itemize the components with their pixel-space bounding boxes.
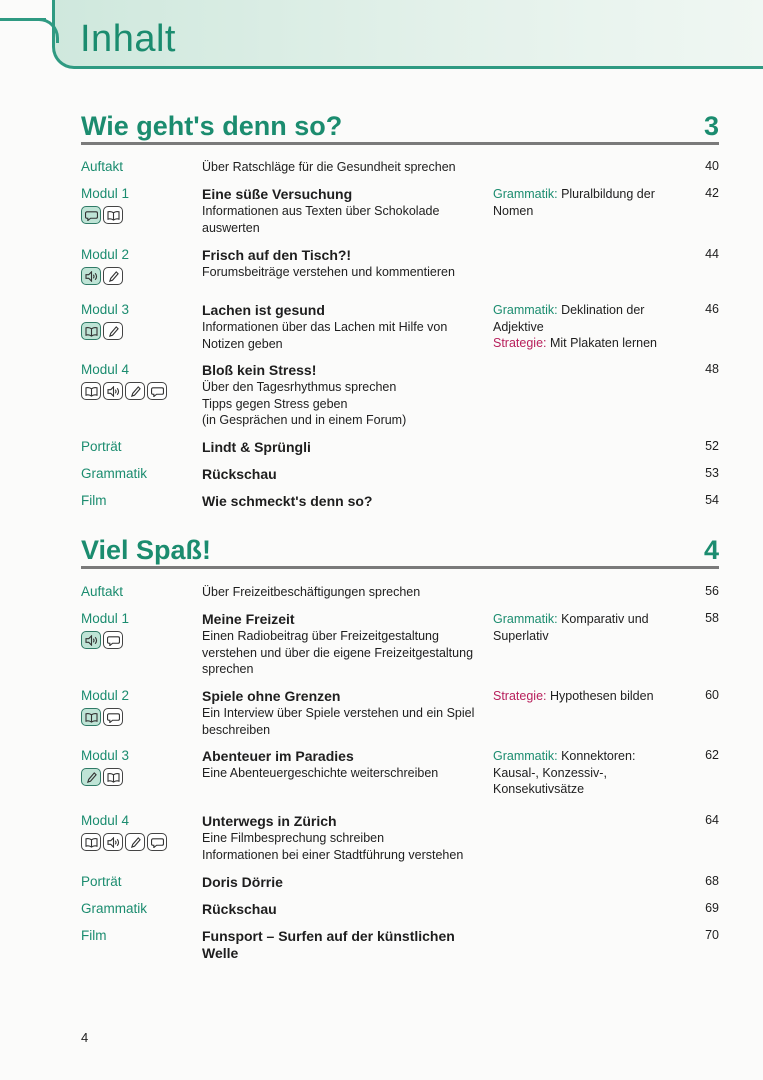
chapter-header	[81, 104, 719, 145]
grammar-label: Grammatik:	[493, 303, 558, 317]
toc-category: Porträt	[81, 439, 122, 454]
toc-page-number[interactable]: 64	[705, 813, 719, 827]
toc-page-number[interactable]: 70	[705, 928, 719, 942]
toc-page-number[interactable]: 62	[705, 748, 719, 762]
toc-description: Über Freizeitbeschäftigungen sprechen	[202, 585, 421, 599]
toc-content	[202, 874, 492, 891]
toc-page-number[interactable]: 44	[705, 247, 719, 261]
toc-title: Bloß kein Stress!	[202, 362, 317, 378]
strategy-note: Strategie: Mit Plakaten lernen	[493, 336, 657, 350]
toc-description: Tipps gegen Stress geben	[202, 396, 348, 411]
grammar-note: Grammatik: Deklination der Adjektive	[493, 303, 645, 334]
toc-description: Eine Filmbesprechung schreiben	[202, 831, 385, 845]
toc-content	[202, 493, 492, 510]
toc-category: Auftakt	[81, 159, 124, 174]
toc-category: Grammatik	[81, 901, 148, 916]
toc-category: Modul 3	[81, 302, 130, 317]
skill-icons	[81, 206, 123, 224]
toc-description: Einen Radiobeitrag über Freizeitgestaltung verstehen und über die eigene Freizeitgestaltung sprechen	[202, 629, 474, 676]
toc-page-number[interactable]: 68	[705, 874, 719, 888]
toc-description: Über Ratschläge für die Gesundheit sprechen	[202, 160, 456, 174]
toc-category: Modul 1	[81, 611, 130, 626]
toc-category: Modul 2	[81, 688, 130, 703]
toc-category: Modul 3	[81, 748, 130, 763]
skill-icons	[81, 382, 167, 400]
speaker-icon	[81, 631, 101, 649]
speaker-icon	[81, 267, 101, 285]
toc-content	[202, 688, 492, 738]
toc-content	[202, 159, 492, 176]
grammar-note: Grammatik: Konnektoren: Kausal-, Konzessiv-, Konsekutivsätze	[493, 749, 636, 796]
pencil-icon	[103, 322, 123, 340]
speech-icon	[81, 206, 101, 224]
speaker-icon	[103, 833, 123, 851]
toc-content	[202, 362, 492, 429]
pencil-icon	[81, 768, 101, 786]
chapter-number: 3	[703, 111, 719, 141]
toc-description: Informationen aus Texten über Schokolade auswerten	[202, 204, 440, 235]
speech-icon	[147, 382, 167, 400]
toc-category: Modul 1	[81, 186, 130, 201]
toc-page-number[interactable]: 69	[705, 901, 719, 915]
toc-content	[202, 748, 492, 782]
toc-content	[202, 247, 492, 281]
toc-description: Informationen bei einer Stadtführung verstehen	[202, 847, 464, 862]
toc-grammar-strategy	[493, 748, 683, 798]
toc-content	[202, 813, 492, 863]
toc-content	[202, 611, 492, 678]
toc-description: Eine Abenteuergeschichte weiterschreiben	[202, 766, 439, 780]
toc-content	[202, 928, 492, 962]
book-icon	[81, 833, 101, 851]
chapter-number: 4	[703, 535, 719, 565]
toc-title: Rückschau	[202, 901, 277, 917]
toc-description: Forumsbeiträge verstehen und kommentieren	[202, 265, 455, 279]
strategy-label: Strategie:	[493, 336, 547, 350]
speech-icon	[147, 833, 167, 851]
speech-icon	[103, 631, 123, 649]
toc-page-number[interactable]: 42	[705, 186, 719, 200]
skill-icons	[81, 267, 123, 285]
skill-icons	[81, 708, 123, 726]
toc-page-number[interactable]: 48	[705, 362, 719, 376]
toc-page-number[interactable]: 52	[705, 439, 719, 453]
toc-grammar-strategy	[493, 186, 683, 219]
toc-content	[202, 466, 492, 483]
book-icon	[81, 382, 101, 400]
pencil-icon	[125, 382, 145, 400]
toc-content	[202, 186, 492, 236]
toc-grammar-strategy	[493, 302, 683, 352]
book-icon	[103, 206, 123, 224]
toc-title: Meine Freizeit	[202, 611, 295, 627]
toc-page-number[interactable]: 53	[705, 466, 719, 480]
speech-icon	[103, 708, 123, 726]
book-icon	[81, 708, 101, 726]
toc-category: Film	[81, 928, 107, 943]
toc-title: Lachen ist gesund	[202, 302, 325, 318]
toc-page-number[interactable]: 56	[705, 584, 719, 598]
toc-description: Ein Interview über Spiele verstehen und ein Spiel beschreiben	[202, 706, 475, 737]
toc-category: Grammatik	[81, 466, 148, 481]
toc-category: Modul 4	[81, 362, 130, 377]
grammar-note: Grammatik: Komparativ und Superlativ	[493, 612, 649, 643]
toc-description: Informationen über das Lachen mit Hilfe von Notizen geben	[202, 320, 448, 351]
grammar-label: Grammatik:	[493, 749, 558, 763]
chapter-title[interactable]: Wie geht's denn so?	[81, 111, 343, 141]
toc-page-number[interactable]: 54	[705, 493, 719, 507]
toc-category: Modul 2	[81, 247, 130, 262]
toc-content	[202, 302, 492, 352]
speaker-icon	[103, 382, 123, 400]
toc-description: Über den Tagesrhythmus sprechen	[202, 380, 397, 394]
pencil-icon	[125, 833, 145, 851]
toc-title: Eine süße Versuchung	[202, 186, 353, 202]
toc-title: Unterwegs in Zürich	[202, 813, 337, 829]
page-number: 4	[81, 1030, 89, 1045]
toc-grammar-strategy	[493, 688, 683, 705]
chapter-title[interactable]: Viel Spaß!	[81, 535, 212, 565]
toc-title: Lindt & Sprüngli	[202, 439, 311, 455]
page-title: Inhalt	[80, 18, 176, 60]
toc-title: Abenteuer im Paradies	[202, 748, 354, 764]
toc-page-number[interactable]: 58	[705, 611, 719, 625]
toc-page-number[interactable]: 40	[705, 159, 719, 173]
book-icon	[103, 768, 123, 786]
toc-title: Doris Dörrie	[202, 874, 283, 890]
toc-title: Rückschau	[202, 466, 277, 482]
toc-grammar-strategy	[493, 611, 683, 644]
chapter-section	[81, 104, 719, 155]
toc-page-number[interactable]: 46	[705, 302, 719, 316]
toc-category: Auftakt	[81, 584, 124, 599]
skill-icons	[81, 322, 123, 340]
toc-title: Wie schmeckt's denn so?	[202, 493, 373, 509]
skill-icons	[81, 631, 123, 649]
skill-icons	[81, 768, 123, 786]
book-icon	[81, 322, 101, 340]
skill-icons	[81, 833, 167, 851]
grammar-label: Grammatik:	[493, 612, 558, 626]
strategy-note: Strategie: Hypothesen bilden	[493, 689, 654, 703]
toc-page-number[interactable]: 60	[705, 688, 719, 702]
toc-description: (in Gesprächen und in einem Forum)	[202, 413, 407, 427]
toc-content	[202, 439, 492, 456]
toc-content	[202, 584, 492, 601]
toc-title: Frisch auf den Tisch?!	[202, 247, 352, 263]
toc-title: Funsport – Surfen auf der künstlichen Welle	[202, 928, 455, 961]
strategy-label: Strategie:	[493, 689, 547, 703]
toc-category: Modul 4	[81, 813, 130, 828]
pencil-icon	[103, 267, 123, 285]
toc-category: Porträt	[81, 874, 122, 889]
toc-category: Film	[81, 493, 107, 508]
toc-content	[202, 901, 492, 918]
grammar-note: Grammatik: Pluralbildung der Nomen	[493, 187, 655, 218]
chapter-header	[81, 528, 719, 569]
grammar-label: Grammatik:	[493, 187, 558, 201]
chapter-section	[81, 528, 719, 579]
toc-title: Spiele ohne Grenzen	[202, 688, 341, 704]
